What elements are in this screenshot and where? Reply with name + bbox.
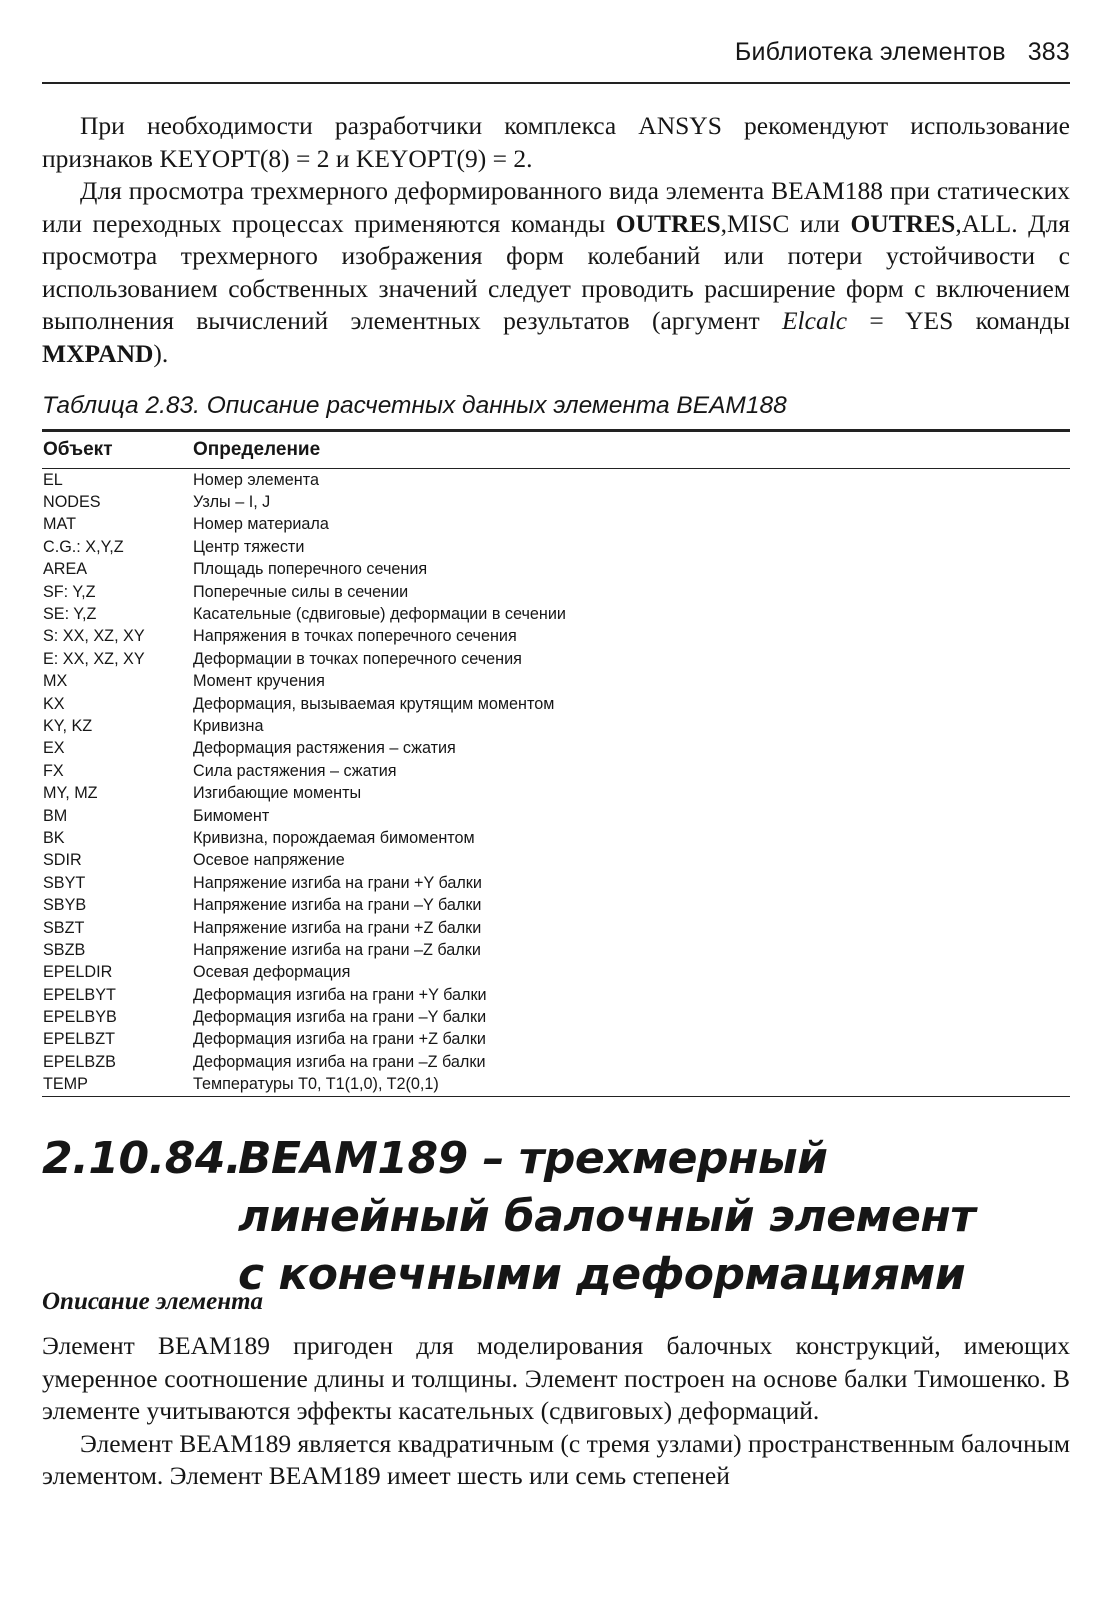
paragraph-description: Элемент BEAM189 пригоден для моделирования балочных конструкций, имеющих умеренное соотношение длины и толщины. Элемент построен на основе балки Тимошенко. В элементе учитываются эффекты касательных (сдвиговых) деформаций. <box>42 1331 1070 1425</box>
table-row <box>42 738 1070 760</box>
cell-definition: Напряжение изгиба на грани +Y балки <box>193 873 482 892</box>
cell-definition: Номер материала <box>193 515 329 534</box>
table-row <box>42 760 1070 782</box>
cell-object: EPELBZB <box>43 1052 116 1071</box>
table-row <box>42 603 1070 625</box>
cell-definition: Деформации в точках поперечного сечения <box>193 649 522 668</box>
table-row <box>42 626 1070 648</box>
table-row <box>42 671 1070 693</box>
cell-definition: Узлы – I, J <box>193 493 271 512</box>
table-row <box>42 715 1070 737</box>
cell-definition: Осевая деформация <box>193 963 351 982</box>
cell-definition: Деформация растяжения – сжатия <box>193 739 456 758</box>
section-title-line: BEAM189 – трехмерный <box>238 1133 828 1184</box>
table-row <box>42 984 1070 1006</box>
cell-object: AREA <box>43 560 88 579</box>
cell-object: SE: Y,Z <box>43 605 97 624</box>
column-header-definition: Определение <box>193 431 1070 469</box>
table-row <box>42 1074 1070 1097</box>
cell-definition: Деформация изгиба на грани –Z балки <box>193 1052 486 1071</box>
cell-object: EPELDIR <box>43 963 113 982</box>
cell-definition: Напряжение изгиба на грани +Z балки <box>193 918 482 937</box>
table-caption: Таблица 2.83. Описание расчетных данных элемента BEAM188 <box>42 392 787 419</box>
section-number: 2.10.84. <box>42 1133 242 1184</box>
cell-definition: Касательные (сдвиговые) деформации в сечении <box>193 605 566 624</box>
cell-definition: Сила растяжения – сжатия <box>193 761 397 780</box>
cell-definition: Напряжения в точках поперечного сечения <box>193 627 517 646</box>
cell-definition: Кривизна, порождаемая бимоментом <box>193 828 475 847</box>
table-row <box>42 939 1070 961</box>
paragraph-outres: Для просмотра трехмерного деформированного вида элемента BEAM188 при статических или переходных процессах применяются команды OUTRES,MISC или OUTRES,ALL. Для просмотра трехмерного изображения форм колебаний или потери устойчивости с использованием собственных значений следует проводить расширение форм с включением выполнения вычислений элементных результатов (аргумент Elcalc = YES команды MXPAND). <box>42 176 1070 368</box>
cell-definition: Площадь поперечного сечения <box>193 560 428 579</box>
header-rule <box>42 82 1070 84</box>
cell-object: TEMP <box>42 1074 193 1097</box>
table-body <box>42 469 1070 1097</box>
cell-object: SBZT <box>43 918 85 937</box>
cell-object: MAT <box>43 515 76 534</box>
cell-definition: Температуры T0, T1(1,0), T2(0,1) <box>193 1074 1070 1097</box>
table-row <box>42 917 1070 939</box>
cell-object: SDIR <box>43 851 82 870</box>
table-row <box>42 491 1070 513</box>
cell-definition: Осевое напряжение <box>193 851 345 870</box>
running-head-title: Библиотека элементов <box>734 38 1006 66</box>
cell-object: EPELBZT <box>43 1030 115 1049</box>
table-row <box>42 581 1070 603</box>
table-row <box>42 805 1070 827</box>
cell-object: FX <box>43 761 64 780</box>
page-number: 383 <box>1027 38 1070 66</box>
cell-object: KX <box>43 694 65 713</box>
table-row <box>42 514 1070 536</box>
cell-object: KY, KZ <box>43 716 93 735</box>
cell-object: EX <box>43 739 65 758</box>
cell-definition: Центр тяжести <box>193 537 305 556</box>
cell-object: SF: Y,Z <box>43 582 96 601</box>
cell-definition: Деформация, вызываемая крутящим моментом <box>193 694 555 713</box>
cell-object: BK <box>43 828 65 847</box>
table-row <box>42 536 1070 558</box>
subheading: Описание элемента <box>42 1288 264 1315</box>
cell-object: EPELBYB <box>43 1008 117 1027</box>
section-title-line: линейный балочный элемент <box>238 1191 976 1242</box>
cell-object: C.G.: X,Y,Z <box>43 537 124 556</box>
cell-definition: Деформация изгиба на грани +Z балки <box>193 1030 486 1049</box>
table-row <box>42 850 1070 872</box>
cell-object: S: XX, XZ, XY <box>43 627 145 646</box>
table-row <box>42 962 1070 984</box>
paragraph-keyopt: При необходимости разработчики комплекса ANSYS рекомендуют использование признаков KEYOPT(8) = 2 и KEYOPT(9) = 2. <box>42 111 1070 173</box>
table-row <box>42 782 1070 804</box>
column-header-object: Объект <box>42 431 193 469</box>
table-header-row <box>42 431 1070 469</box>
cell-object: EL <box>43 470 63 489</box>
table-row <box>42 693 1070 715</box>
table-row <box>42 648 1070 670</box>
table-row <box>42 827 1070 849</box>
section-text <box>42 1330 1070 1493</box>
cell-object: BM <box>43 806 68 825</box>
cell-object: SBYB <box>43 896 87 915</box>
cell-definition: Момент кручения <box>193 672 325 691</box>
cell-definition: Деформация изгиба на грани –Y балки <box>193 1008 487 1027</box>
table-row <box>42 872 1070 894</box>
table-row <box>42 469 1070 492</box>
running-head <box>42 38 1070 67</box>
cell-definition: Изгибающие моменты <box>193 784 362 803</box>
cell-object: SBZB <box>43 940 86 959</box>
cell-definition: Поперечные силы в сечении <box>193 582 409 601</box>
section-heading <box>42 1130 1070 1304</box>
section-title-line: с конечными деформациями <box>238 1249 966 1300</box>
cell-definition: Кривизна <box>193 716 264 735</box>
table-row <box>42 1051 1070 1073</box>
intro-text <box>42 110 1070 370</box>
paragraph-description: Элемент BEAM189 является квадратичным (с тремя узлами) пространственным балочным элементом. Элемент BEAM189 имеет шесть или семь степеней <box>42 1428 1070 1490</box>
cell-definition: Деформация изгиба на грани +Y балки <box>193 985 487 1004</box>
table-row <box>42 1029 1070 1051</box>
table-row <box>42 894 1070 916</box>
table-row <box>42 559 1070 581</box>
cell-definition: Напряжение изгиба на грани –Y балки <box>193 896 482 915</box>
cell-object: EPELBYT <box>43 985 116 1004</box>
cell-definition: Бимомент <box>193 806 270 825</box>
cell-object: SBYT <box>43 873 86 892</box>
table-row <box>42 1006 1070 1028</box>
cell-object: NODES <box>43 493 101 512</box>
output-data-table <box>42 429 1070 1097</box>
cell-object: E: XX, XZ, XY <box>43 649 145 668</box>
cell-object: MY, MZ <box>43 784 98 803</box>
cell-definition: Номер элемента <box>193 470 319 489</box>
cell-object: MX <box>43 672 68 691</box>
cell-definition: Напряжение изгиба на грани –Z балки <box>193 940 481 959</box>
